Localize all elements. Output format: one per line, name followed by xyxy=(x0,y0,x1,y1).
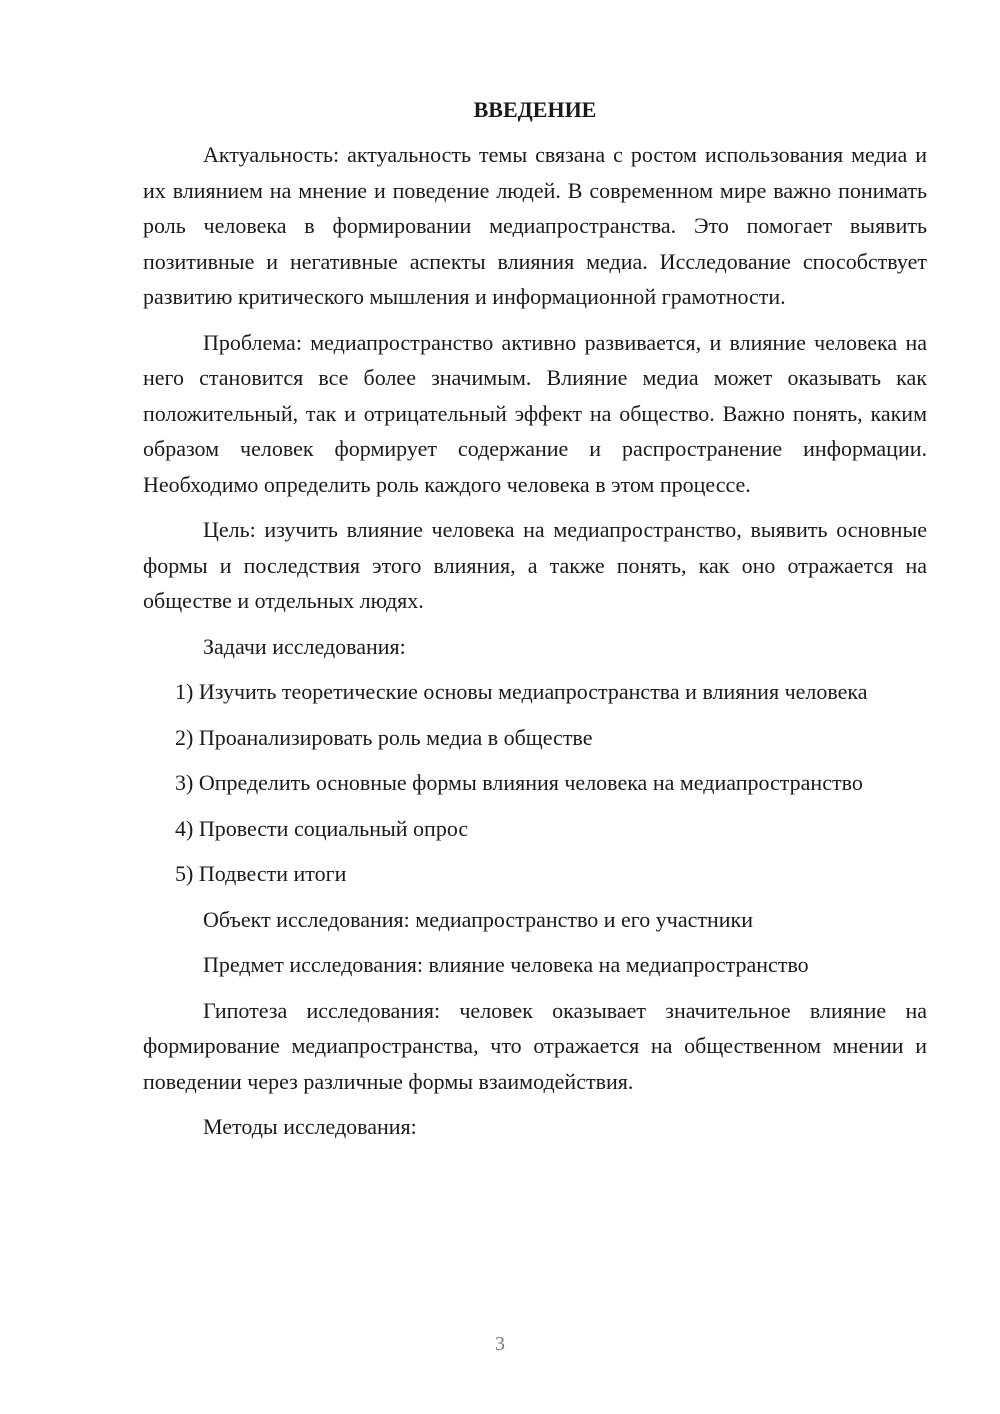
paragraph-subject: Предмет исследования: влияние человека на медиапространство xyxy=(203,952,809,977)
task-item-1: 1) Изучить теоретические основы медиапространства и влияния человека xyxy=(175,679,868,704)
paragraph-relevance: Актуальность: актуальность темы связана с ростом использования медиа и их влиянием на мнение и поведение людей. В современном мире важно понимать роль человека в формировании медиапространства. Это помогает выявить позитивные и негативные аспекты влияния медиа. Исследование способствует развитию критического мышления и информационной грамотности. xyxy=(143,142,927,309)
task-item-5: 5) Подвести итоги xyxy=(175,861,347,886)
paragraph-methods: Методы исследования: xyxy=(203,1114,417,1139)
section-title: ВВЕДЕНИЕ xyxy=(473,97,597,122)
paragraph-goal: Цель: изучить влияние человека на медиапространство, выявить основные формы и последствия этого влияния, а также понять, как оно отражается на обществе и отдельных людях. xyxy=(143,517,927,613)
document-page xyxy=(143,92,927,1145)
paragraph-tasks-heading: Задачи исследования: xyxy=(203,633,406,659)
task-item-2: 2) Проанализировать роль медиа в обществе xyxy=(175,724,593,750)
page-number: 3 xyxy=(495,1333,505,1355)
paragraph-problem: Проблема: медиапространство активно развивается, и влияние человека на него становится все более значимым. Влияние медиа может оказывать как положительный, так и отрицательный эффект на общество. Важно понять, каким образом человек формирует содержание и распространение информации. Необходимо определить роль каждого человека в этом процессе. xyxy=(143,329,927,497)
paragraph-hypothesis: Гипотеза исследования: человек оказывает значительное влияние на формирование медиапространства, что отражается на общественном мнении и поведении через различные формы взаимодействия. xyxy=(143,997,927,1094)
task-item-4: 4) Провести социальный опрос xyxy=(175,815,469,841)
paragraph-object: Объект исследования: медиапространство и его участники xyxy=(203,906,753,932)
task-item-3: 3) Определить основные формы влияния человека на медиапространство xyxy=(175,770,863,795)
